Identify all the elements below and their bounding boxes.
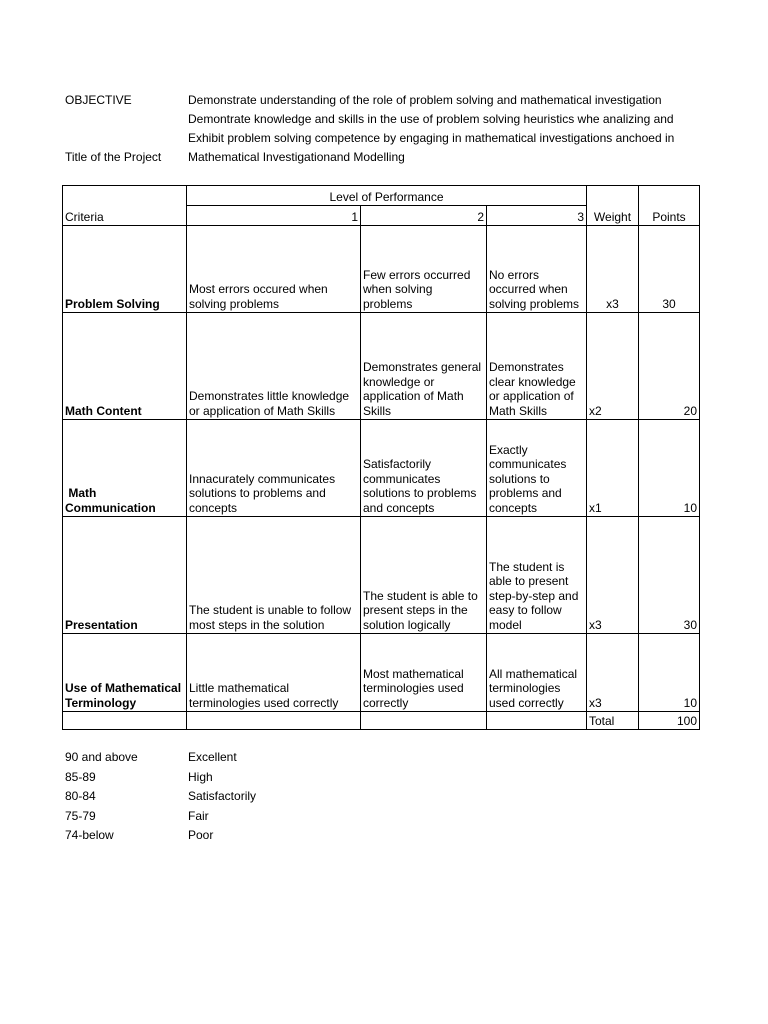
rubric-total-row bbox=[63, 712, 700, 730]
scale-row bbox=[65, 826, 365, 846]
level-3-descriptor: All mathematical terminologies used correctly bbox=[487, 634, 587, 712]
criteria-cell: Math Content bbox=[63, 313, 187, 420]
level-1-descriptor: The student is unable to follow most steps in the solution bbox=[187, 517, 361, 634]
level-2-descriptor: Most mathematical terminologies used correctly bbox=[361, 634, 487, 712]
scale-description: High bbox=[188, 769, 213, 784]
weight-cell: x3 bbox=[587, 517, 639, 634]
level-1-descriptor: Most errors occured when solving problems bbox=[187, 226, 361, 313]
total-points: 100 bbox=[639, 712, 700, 730]
scale-description: Poor bbox=[188, 828, 214, 842]
weight-cell: x3 bbox=[587, 226, 639, 313]
scale-range: 85-89 bbox=[65, 769, 96, 784]
rubric-row-terminology bbox=[63, 634, 700, 712]
rubric-row-presentation bbox=[63, 517, 700, 634]
scale-range: 75-79 bbox=[65, 808, 96, 823]
document-header bbox=[0, 90, 768, 170]
weight-cell: x1 bbox=[587, 420, 639, 517]
weight-cell: x2 bbox=[587, 313, 639, 420]
level-2-descriptor: The student is able to present steps in the solution logically bbox=[361, 517, 487, 634]
points-header-spacer bbox=[639, 186, 700, 206]
points-cell: 10 bbox=[639, 420, 700, 517]
total-label: Total bbox=[587, 712, 639, 730]
level-1-descriptor: Demonstrates little knowledge or application of Math Skills bbox=[187, 313, 361, 420]
project-title-value: Mathematical Investigationand Modelling bbox=[188, 150, 405, 164]
weight-header: Weight bbox=[587, 206, 639, 226]
empty-cell bbox=[361, 712, 487, 730]
level-2-header: 2 bbox=[361, 206, 487, 226]
level-of-performance-header: Level of Performance bbox=[187, 186, 587, 206]
weight-cell: x3 bbox=[587, 634, 639, 712]
scale-range: 74-below bbox=[65, 828, 114, 842]
criteria-cell: Presentation bbox=[63, 517, 187, 634]
objective-line-2: Demontrate knowledge and skills in the use of problem solving heuristics whe analizing and bbox=[188, 112, 674, 126]
scale-row bbox=[65, 768, 365, 788]
rubric-row-math-content bbox=[63, 313, 700, 420]
scale-range: 80-84 bbox=[65, 789, 96, 803]
project-title-label: Title of the Project bbox=[65, 150, 162, 164]
objective-line-1: Demonstrate understanding of the role of problem solving and mathematical investigation bbox=[188, 93, 662, 107]
rubric-row-math-communication bbox=[63, 420, 700, 517]
weight-header-spacer bbox=[587, 186, 639, 206]
level-3-descriptor: Exactly communicates solutions to problems and concepts bbox=[487, 420, 587, 517]
rubric-header-row-1 bbox=[63, 186, 700, 206]
points-header: Points bbox=[639, 206, 700, 226]
rubric-row-problem-solving bbox=[63, 226, 700, 313]
empty-cell bbox=[187, 712, 361, 730]
empty-cell bbox=[487, 712, 587, 730]
scale-description: Fair bbox=[188, 808, 209, 823]
points-cell: 20 bbox=[639, 313, 700, 420]
rubric-table bbox=[62, 185, 700, 730]
points-cell: 30 bbox=[639, 226, 700, 313]
scale-description: Excellent bbox=[188, 750, 237, 764]
scale-range: 90 and above bbox=[65, 750, 138, 764]
points-cell: 30 bbox=[639, 517, 700, 634]
grading-scale bbox=[65, 748, 365, 846]
points-cell: 10 bbox=[639, 634, 700, 712]
level-1-descriptor: Little mathematical terminologies used correctly bbox=[187, 634, 361, 712]
level-3-descriptor: The student is able to present step-by-step and easy to follow model bbox=[487, 517, 587, 634]
criteria-cell: Problem Solving bbox=[63, 226, 187, 313]
objective-label: OBJECTIVE bbox=[65, 93, 132, 107]
level-2-descriptor: Few errors occurred when solving problems bbox=[361, 226, 487, 313]
empty-cell bbox=[63, 712, 187, 730]
level-2-descriptor: Satisfactorily communicates solutions to problems and concepts bbox=[361, 420, 487, 517]
level-3-descriptor: No errors occurred when solving problems bbox=[487, 226, 587, 313]
criteria-cell: Use of Mathematical Terminology bbox=[63, 634, 187, 712]
level-2-descriptor: Demonstrates general knowledge or application of Math Skills bbox=[361, 313, 487, 420]
criteria-header-spacer bbox=[63, 186, 187, 206]
objective-line-3: Exhibit problem solving competence by engaging in mathematical investigations anchoed in bbox=[188, 131, 675, 145]
scale-row bbox=[65, 807, 365, 827]
scale-row bbox=[65, 748, 365, 768]
scale-description: Satisfactorily bbox=[188, 789, 257, 803]
level-3-header: 3 bbox=[487, 206, 587, 226]
criteria-header: Criteria bbox=[63, 206, 187, 226]
level-1-descriptor: Innacurately communicates solutions to problems and concepts bbox=[187, 420, 361, 517]
level-1-header: 1 bbox=[187, 206, 361, 226]
criteria-cell: Math Communication bbox=[63, 420, 187, 517]
level-3-descriptor: Demonstrates clear knowledge or application of Math Skills bbox=[487, 313, 587, 420]
rubric-header-row-2 bbox=[63, 206, 700, 226]
scale-row bbox=[65, 787, 365, 807]
